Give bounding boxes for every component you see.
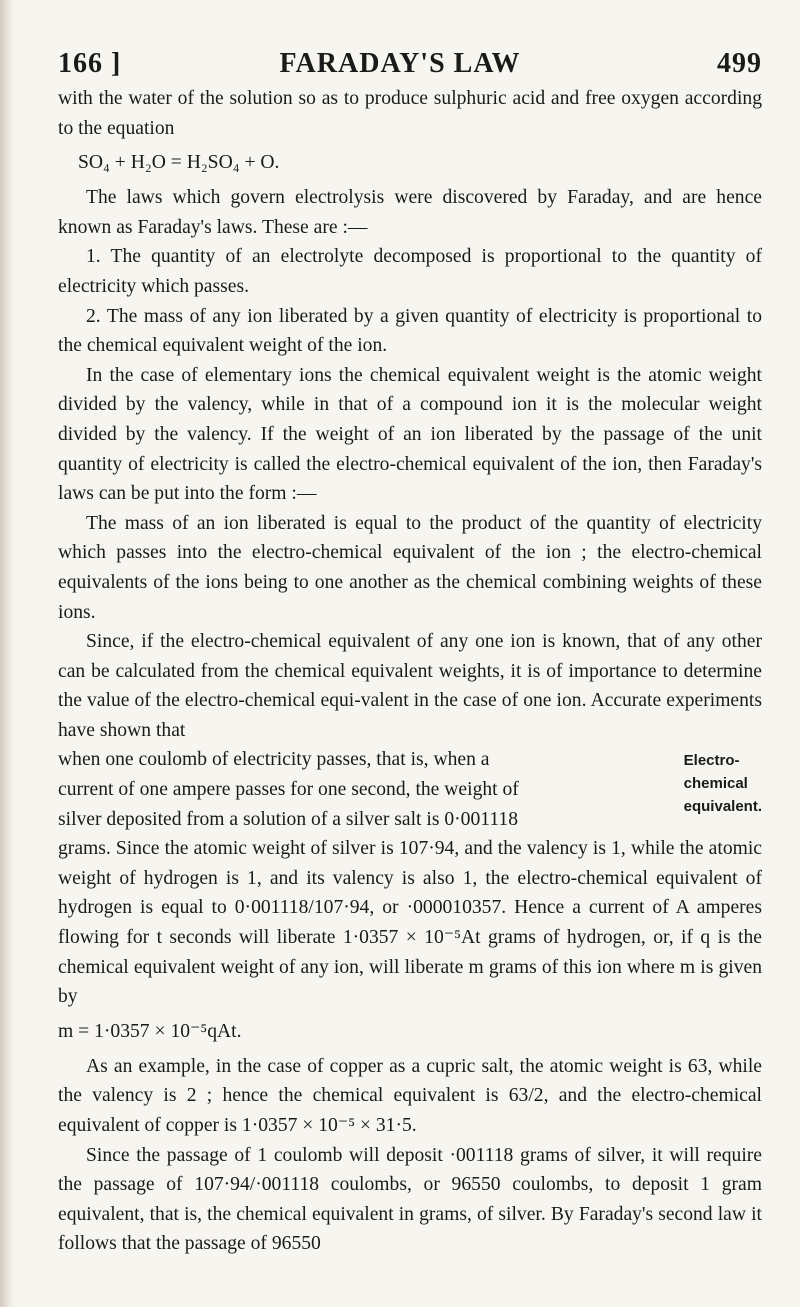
law-1: 1. The quantity of an electrolyte decomposed is proportional to the quantity of electricity which passes. bbox=[58, 246, 762, 297]
body-text bbox=[58, 84, 762, 1259]
paragraph-copper-example: As an example, in the case of copper as a cupric salt, the atomic weight is 63, while the valency is 2 ; hence the chemical equivalent is 63/2, and the electro-chemical equivalent of copper is 1·0357 × 10⁻⁵ × 31·5. bbox=[58, 1055, 762, 1136]
page-binding-edge bbox=[0, 0, 14, 1307]
running-title: FARADAY'S LAW bbox=[279, 48, 521, 79]
law-2: 2. The mass of any ion liberated by a given quantity of electricity is proportional to the chemical equivalent weight of the ion. bbox=[58, 305, 762, 357]
section-number: 166 ] bbox=[58, 48, 122, 79]
paragraph-since-line-3: silver deposited from a solution of a silver salt is 0·001118 bbox=[58, 808, 519, 830]
paragraph-since-line-1: when one coulomb of electricity passes, that is, when a bbox=[58, 749, 490, 771]
margin-note-line-3: equivalent. bbox=[683, 798, 762, 816]
paragraph-silver: grams. Since the atomic weight of silver is 107·94, and the valency is 1, while the atomic weight of hydrogen is 1, and its valency is also 1, the electro-chemical equivalent of hydrogen is equal to 0·001118/107·94, or ·000010357. Hence a current of A amperes flowing for t seconds will liberate 1·0357 × 10⁻⁵At grams of hydrogen, or, if q is the chemical equivalent weight of any ion, will liberate m grams of this ion where m is given by bbox=[58, 838, 762, 1008]
paragraph-1: with the water of the solution so as to produce sulphuric acid and free oxygen according to the equation bbox=[58, 88, 762, 139]
margin-note bbox=[684, 749, 762, 818]
paragraph-statement: The mass of an ion liberated is equal to the product of the quantity of electricity which passes into the electro-chemical equivalent of the ion ; the electro-chemical equivalents of the ions being to one another as the chemical combining weights of these ions. bbox=[58, 512, 762, 623]
paragraph-coulombs: Since the passage of 1 coulomb will deposit ·001118 grams of silver, it will require the passage of 107·94/·001118 coulombs, or 96550 coulombs, to deposit 1 gram equivalent, that is, the chemical equivalent in grams, of silver. By Faraday's second law it follows that the passage of 96550 bbox=[58, 1144, 762, 1255]
paragraph-2: The laws which govern electrolysis were discovered by Faraday, and are hence known as Faraday's laws. These are :— bbox=[58, 187, 762, 238]
page-header bbox=[0, 48, 800, 88]
equation-1: SO₄ + H₂O = H₂SO₄ + O. bbox=[78, 152, 280, 174]
sidenote-block bbox=[58, 745, 762, 834]
margin-note-line-1: Electro- bbox=[683, 752, 740, 770]
paragraph-since: Since, if the electro-chemical equivalent of any one ion is known, that of any other can be calculated from the chemical equivalent weights, it is of importance to determine the value of the electro-chemical equi-valent in the case of one ion. Accurate experiments have shown that bbox=[58, 631, 762, 741]
margin-note-line-2: chemical bbox=[683, 775, 748, 793]
paragraph-since-line-2: current of one ampere passes for one second, the weight of bbox=[58, 779, 519, 801]
equation-2: m = 1·0357 × 10⁻⁵qAt. bbox=[58, 1020, 242, 1042]
page-number: 499 bbox=[717, 48, 762, 79]
paragraph-definition: In the case of elementary ions the chemical equivalent weight is the atomic weight divided by the valency, while in that of a compound ion it is the molecular weight divided by the valency. If the weight of an ion liberated by the passage of the unit quantity of electricity is called the electro-chemical equivalent of the ion, then Faraday's laws can be put into the form :— bbox=[58, 364, 762, 505]
